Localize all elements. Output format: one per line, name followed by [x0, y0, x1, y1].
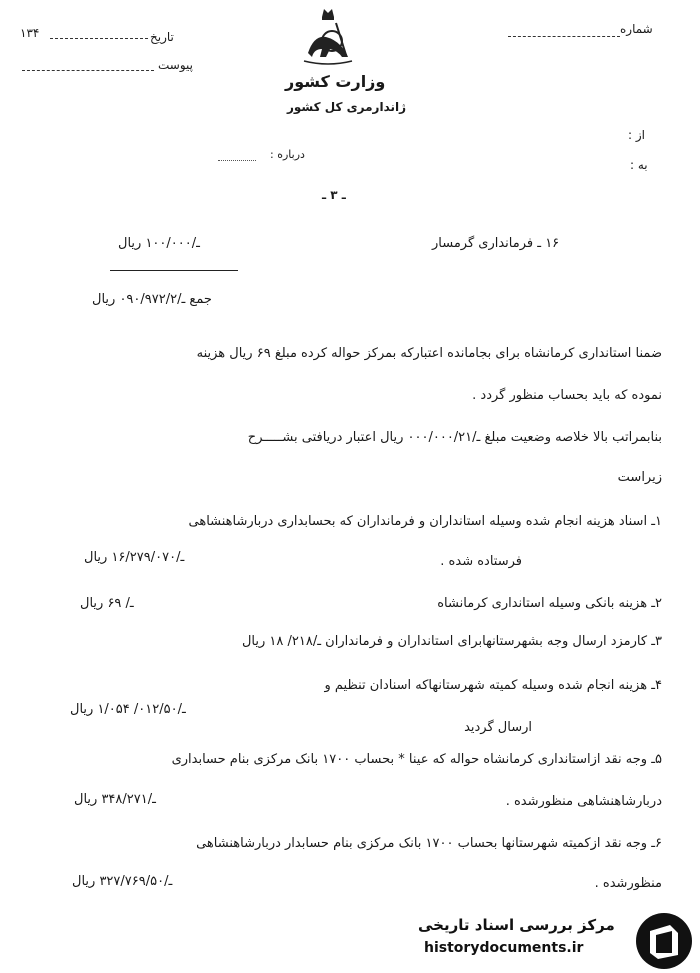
item4-line1: ۴ـ هزینه انجام شده وسیله کمیته شهرستانهاکه اسنادان تنظیم و	[324, 678, 662, 693]
number-label: شماره	[620, 22, 653, 36]
date-label: تاریخ	[150, 30, 174, 44]
item5-line2: دربارشاهنشاهی منظورشده .	[505, 794, 662, 809]
paragraph2-line1: بنابمراتب بالا خلاصه وضعیت مبلغ ـ/۰۰۰/۰۰۰/۲۱ ریال اعتبار دریافتی بشـــــرح	[247, 430, 662, 445]
watermark-url: historydocuments.ir	[424, 940, 584, 956]
attachment-line	[22, 70, 154, 71]
to-label: به :	[630, 158, 648, 172]
page-number: ـ ۳ ـ	[322, 188, 346, 202]
item4-amount: ـ/۰۱۲/۵۰/ ۱/۰۵۴ ریال	[70, 702, 186, 717]
item5-amount: ـ/۳۴۸/۲۷۱ ریال	[74, 792, 156, 807]
item1-line2: فرستاده شده .	[440, 554, 522, 569]
paragraph1-line1: ضمنا استانداری کرمانشاه برای بجامانده اعتبارکه بمرکز حواله کرده مبلغ ۶۹ ریال هزینه	[196, 346, 662, 361]
attachment-label: پیوست	[158, 58, 193, 72]
subject-label: درباره :	[270, 148, 305, 161]
archive-logo-icon	[636, 913, 692, 969]
item1-amount: ـ/۱۶/۲۷۹/۰۷۰ ریال	[84, 550, 185, 565]
item6-line1: ۶ـ وجه نقد ازکمیته شهرستانها بحساب ۱۷۰۰ بانک مرکزی بنام حسابدار دربارشاهنشاهی	[196, 836, 662, 851]
item2-amount: ـ/ ۶۹ ریال	[80, 596, 134, 611]
paragraph1-line2: نموده که باید بحساب منظور گردد .	[472, 388, 662, 403]
ministry-title: وزارت کشور	[285, 72, 386, 91]
number-line	[508, 36, 620, 37]
item2-line1: ۲ـ هزینه بانکی وسیله استانداری کرمانشاه	[437, 596, 662, 611]
item16-amount: ـ/۱۰۰/۰۰۰ ریال	[118, 236, 200, 251]
date-value: ۱۳۴	[20, 26, 40, 40]
subject-scribble	[218, 154, 256, 161]
watermark-title: مرکز بررسی اسناد تاریخی	[418, 916, 615, 934]
total-amount: جمع ـ/۰۹۰/۹۷۲/۲ ریال	[92, 292, 212, 307]
total-separator	[110, 270, 238, 271]
item3-line1: ۳ـ کارمزد ارسال وجه بشهرستانهابرای استانداران و فرمانداران ـ/۲۱۸/ ۱۸ ریال	[241, 634, 662, 649]
item16-label: ۱۶ ـ فرمانداری گرمسار	[432, 236, 560, 251]
paragraph2-line2: زیراست	[617, 470, 662, 485]
item6-line2: منظورشده .	[594, 876, 662, 891]
lion-and-sun-emblem-icon	[300, 5, 356, 67]
item4-line2: ارسال گردید	[464, 720, 532, 735]
item6-amount: ـ/۳۲۷/۷۶۹/۵۰ ریال	[72, 874, 173, 889]
item1-line1: ۱ـ اسناد هزینه انجام شده وسیله استانداران و فرمانداران که بحسابداری دربارشاهنشاهی	[188, 514, 662, 529]
item5-line1: ۵ـ وجه نقد ازاستانداری کرمانشاه حواله که عینا * بحساب ۱۷۰۰ بانک مرکزی بنام حسابداری	[171, 752, 662, 767]
date-line	[50, 38, 148, 39]
department-title: ژاندارمری کل کشور	[287, 100, 407, 114]
from-label: از :	[628, 128, 645, 142]
